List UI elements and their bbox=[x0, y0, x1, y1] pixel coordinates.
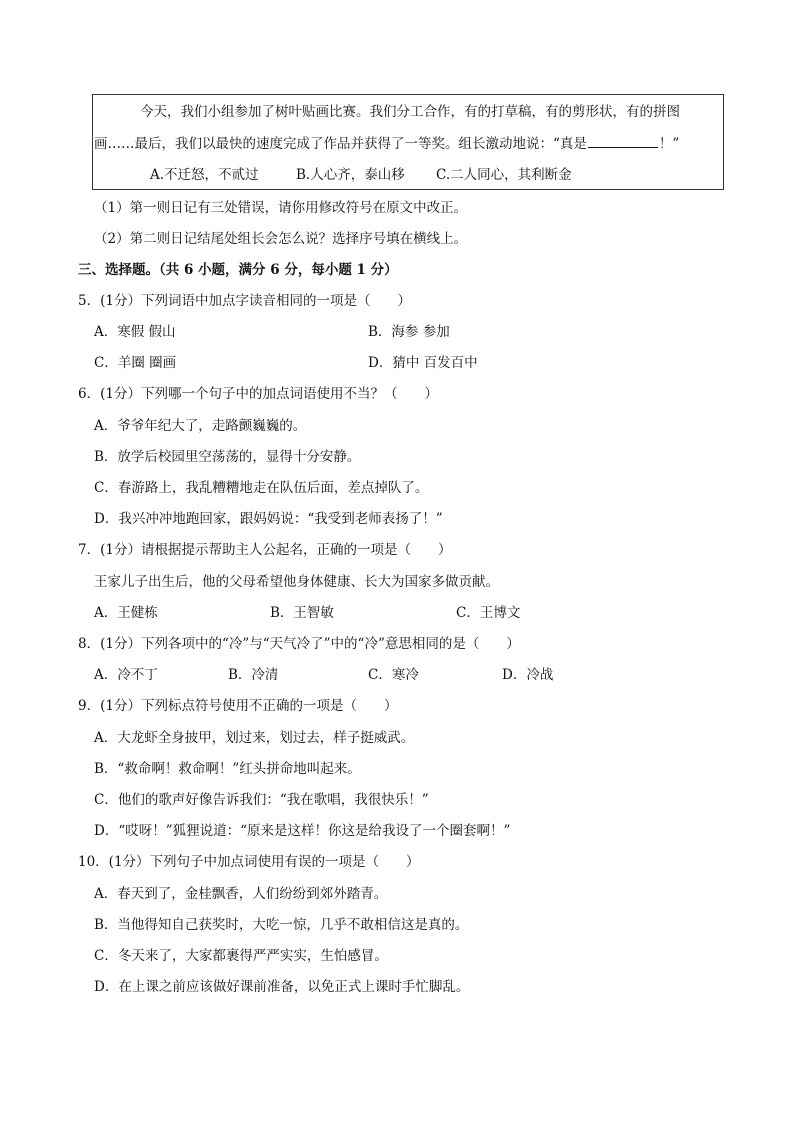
q7-option-b[interactable]: B．王智敏 bbox=[270, 605, 334, 621]
q6-option-a[interactable]: A．爷爷年纪大了，走路颤巍巍的。 bbox=[94, 418, 307, 434]
q9-option-d[interactable]: D．“哎呀！”狐狸说道：“原来是这样！你这是给我设了一个圈套啊！” bbox=[94, 823, 511, 839]
q5-option-d[interactable]: D．猜中 百发百中 bbox=[368, 355, 478, 371]
q6-option-b[interactable]: B．放学后校园里空荡荡的，显得十分安静。 bbox=[94, 449, 361, 465]
passage-choice-b: B.人心齐，泰山移 bbox=[296, 167, 405, 183]
subquestion-2: （2）第二则日记结尾处组长会怎么说？选择序号填在横线上。 bbox=[94, 231, 468, 247]
q10-stem: 10．(1分）下列句子中加点词使用有误的一项是（ ） bbox=[78, 854, 420, 870]
q7-prompt: 王家儿子出生后，他的父母希望他身体健康、长大为国家多做贡献。 bbox=[94, 574, 499, 590]
q7-option-a[interactable]: A．王健栋 bbox=[94, 605, 158, 621]
subquestion-1: （1）第一则日记有三处错误，请你用修改符号在原文中改正。 bbox=[94, 200, 468, 216]
q8-stem: 8．(1分）下列各项中的“冷”与“天气冷了”中的“冷”意思相同的是（ ） bbox=[78, 636, 520, 652]
q10-option-b[interactable]: B．当他得知自己获奖时，大吃一惊，几乎不敢相信这是真的。 bbox=[94, 917, 469, 933]
q7-stem: 7．(1分）请根据提示帮助主人公起名，正确的一项是（ ） bbox=[78, 542, 452, 558]
q5-option-a[interactable]: A．寒假 假山 bbox=[94, 324, 176, 340]
passage-line-2 bbox=[94, 134, 679, 154]
q6-option-d[interactable]: D．我兴冲冲地跑回家，跟妈妈说：“我受到老师表扬了！” bbox=[94, 511, 443, 527]
answer-blank[interactable] bbox=[588, 135, 658, 148]
q8-option-c[interactable]: C．寒冷 bbox=[368, 667, 419, 683]
q6-stem: 6．(1分）下列哪一个句子中的加点词语使用不当？（ ） bbox=[78, 386, 438, 402]
q9-stem: 9．(1分）下列标点符号使用不正确的一项是（ ） bbox=[78, 698, 398, 714]
passage-line-2-end: ！” bbox=[658, 136, 680, 152]
passage-choice-c: C.二人同心，其利断金 bbox=[436, 167, 572, 183]
q10-option-c[interactable]: C．冬天来了，大家都裹得严严实实，生怕感冒。 bbox=[94, 948, 388, 964]
q5-option-c[interactable]: C．羊圈 圈画 bbox=[94, 355, 177, 371]
q10-option-d[interactable]: D．在上课之前应该做好课前准备，以免正式上课时手忙脚乱。 bbox=[94, 979, 470, 995]
q8-option-a[interactable]: A．冷不丁 bbox=[94, 667, 158, 683]
q5-stem: 5．(1分）下列词语中加点字读音相同的一项是（ ） bbox=[78, 293, 411, 309]
q8-option-b[interactable]: B．冷清 bbox=[228, 667, 279, 683]
q7-option-c[interactable]: C．王博文 bbox=[456, 605, 521, 621]
q6-option-c[interactable]: C．春游路上，我乱糟糟地走在队伍后面，差点掉队了。 bbox=[94, 480, 429, 496]
q9-option-b[interactable]: B．“救命啊！救命啊！”红头拼命地叫起来。 bbox=[94, 761, 361, 777]
section-heading: 三、选择题。（共 6 小题，满分 6 分，每小题 1 分） bbox=[78, 262, 398, 278]
q10-option-a[interactable]: A．春天到了，金桂飘香，人们纷纷到郊外踏青。 bbox=[94, 886, 388, 902]
passage-choice-a: A.不迁怒，不贰过 bbox=[150, 167, 259, 183]
passage-line-2-text: 画……最后，我们以最快的速度完成了作品并获得了一等奖。组长激动地说：“真是 bbox=[94, 136, 587, 152]
q5-option-b[interactable]: B．海参 参加 bbox=[368, 324, 450, 340]
passage-line-1: 今天，我们小组参加了树叶贴画比赛。我们分工合作，有的打草稿，有的剪形状，有的拼图 bbox=[140, 104, 680, 120]
q9-option-a[interactable]: A．大龙虾全身披甲，划过来，划过去，样子挺威武。 bbox=[94, 730, 415, 746]
q9-option-c[interactable]: C．他们的歌声好像告诉我们：“我在歌唱，我很快乐！” bbox=[94, 792, 429, 808]
q8-option-d[interactable]: D．冷战 bbox=[502, 667, 554, 683]
